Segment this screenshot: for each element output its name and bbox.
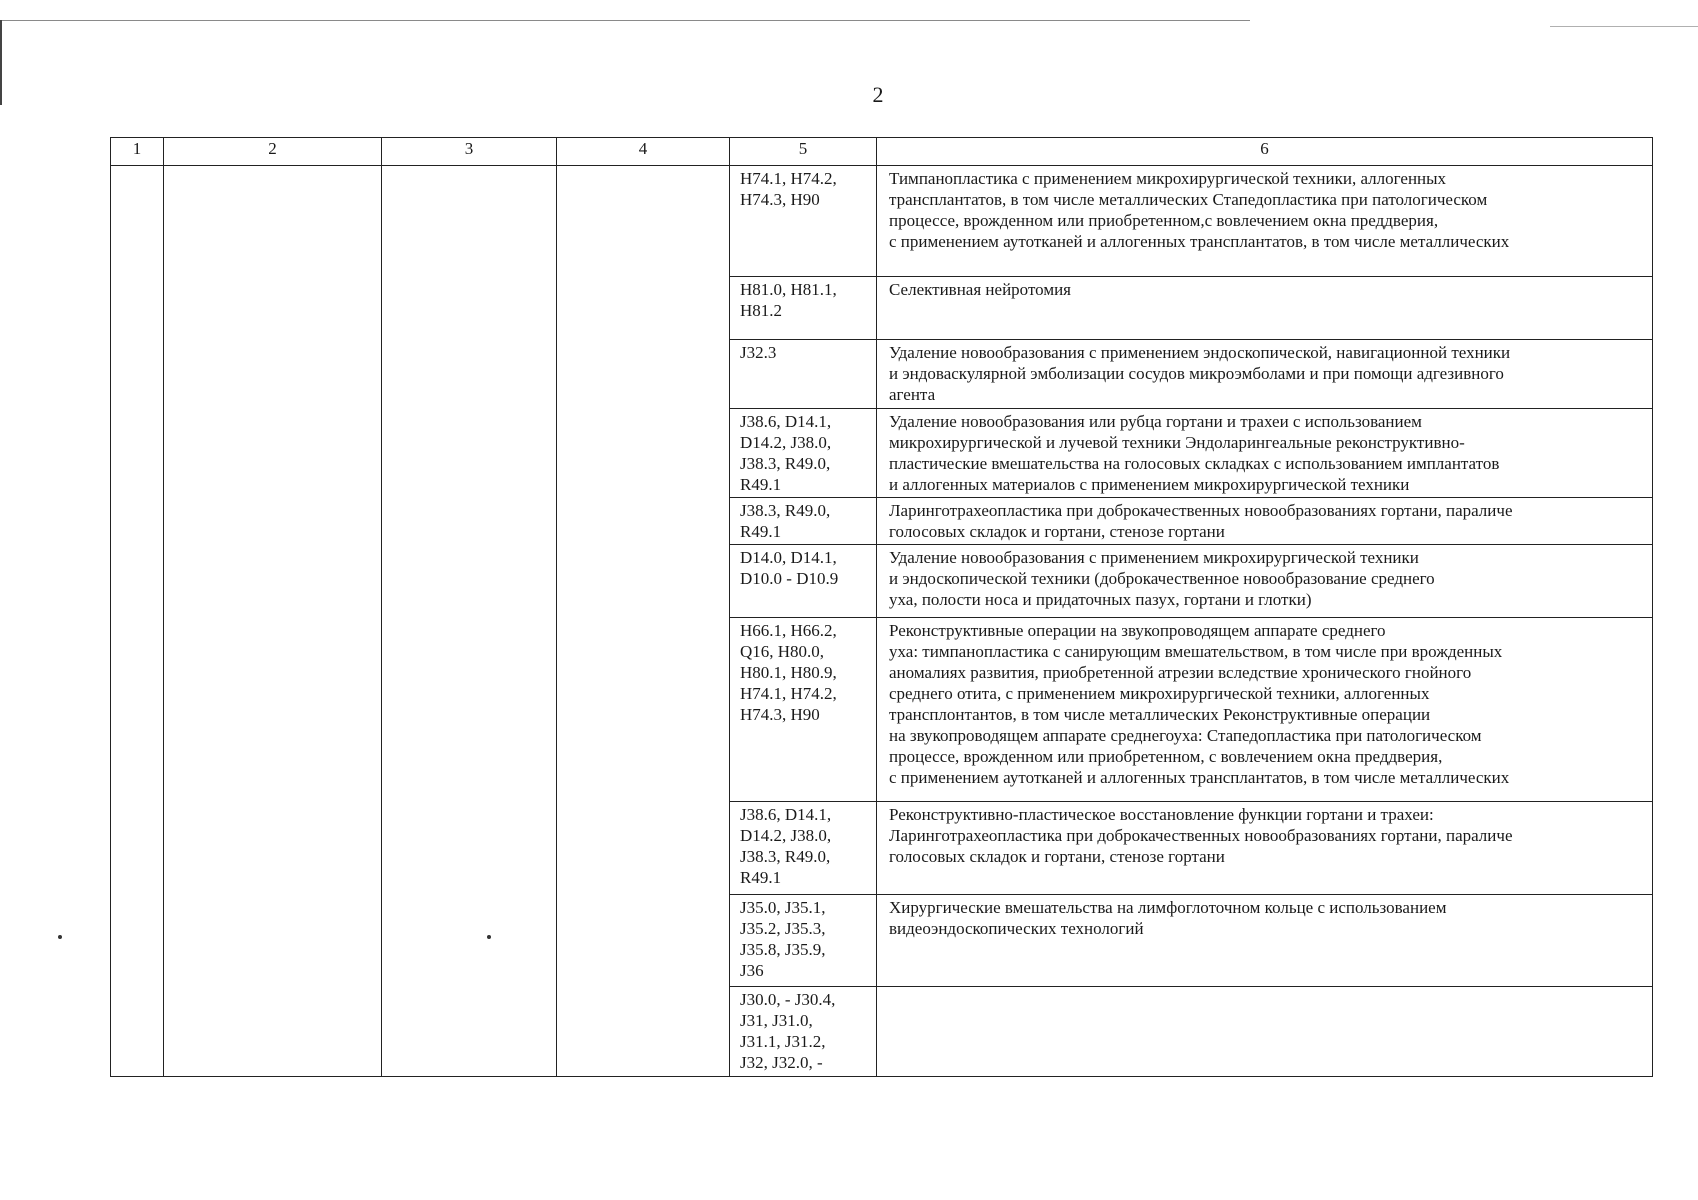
procedure-description-cell: [877, 498, 1653, 545]
empty-cell-col-3: [382, 166, 557, 1077]
procedure-description-line: уха, полости носа и придаточных пазух, гортани и глотки): [889, 590, 1312, 609]
procedure-description-cell: [877, 987, 1653, 1077]
icd-code-line: J32, J32.0, -: [740, 1053, 823, 1072]
col-header-2: 2: [164, 138, 382, 166]
scan-edge-line: [0, 20, 1250, 21]
icd-code-line: J38.3, R49.0,: [740, 847, 831, 866]
icd-code-line: H74.1, H74.2,: [740, 169, 837, 188]
icd-code-line: J35.0, J35.1,: [740, 898, 826, 917]
procedure-description-line: процессе, врожденном или приобретенном,с вовлечением окна преддверия,: [889, 211, 1439, 230]
icd-code-line: H74.3, H90: [740, 705, 820, 724]
icd-code-line: H81.0, H81.1,: [740, 280, 837, 299]
page-number: 2: [872, 82, 884, 107]
icd-code-line: J36: [740, 961, 764, 980]
procedure-description-line: Ларинготрахеопластика при доброкачественных новообразованиях гортани, параличе: [889, 501, 1513, 520]
procedure-description-line: с применением аутотканей и аллогенных трансплантатов, в том числе металлических: [889, 232, 1510, 251]
empty-cell-col-4: [557, 166, 730, 1077]
icd-code-line: H81.2: [740, 301, 783, 320]
procedure-description-line: Хирургические вмешательства на лимфоглоточном кольце с использованием: [889, 898, 1447, 917]
icd-codes-cell: [730, 277, 877, 340]
icd-code-line: R49.1: [740, 475, 782, 494]
icd-code-line: J38.3, R49.0,: [740, 454, 831, 473]
icd-codes-cell: [730, 618, 877, 802]
icd-code-line: D10.0 - D10.9: [740, 569, 839, 588]
procedure-description-line: Удаление новообразования с применением микрохирургической техники: [889, 548, 1419, 567]
icd-code-line: R49.1: [740, 868, 782, 887]
icd-code-line: J35.8, J35.9,: [740, 940, 826, 959]
procedure-description-line: и эндоваскулярной эмболизации сосудов микроэмболами и при помощи адгезивного: [889, 364, 1504, 383]
procedure-description-line: с применением аутотканей и аллогенных трансплантатов, в том числе металлических: [889, 768, 1510, 787]
col-header-3: 3: [382, 138, 557, 166]
icd-code-line: J32.3: [740, 343, 777, 362]
table-body: [111, 166, 1653, 1077]
icd-code-line: Q16, H80.0,: [740, 642, 825, 661]
icd-code-line: H74.1, H74.2,: [740, 684, 837, 703]
procedures-table: [110, 137, 1653, 1077]
procedure-description-cell: [877, 166, 1653, 277]
procedure-description-line: Реконструктивные операции на звукопроводящем аппарате среднего: [889, 621, 1386, 640]
procedure-description-cell: [877, 802, 1653, 895]
procedure-description-line: Удаление новообразования с применением эндоскопической, навигационной техники: [889, 343, 1511, 362]
icd-codes-cell: [730, 987, 877, 1077]
col-header-6: 6: [877, 138, 1653, 166]
procedure-description-cell: [877, 409, 1653, 498]
icd-code-line: D14.2, J38.0,: [740, 433, 832, 452]
icd-codes-cell: [730, 166, 877, 277]
procedure-description-line: процессе, врожденном или приобретенном, с вовлечением окна преддверия,: [889, 747, 1443, 766]
procedure-description-line: пластические вмешательства на голосовых складках с использованием имплантатов: [889, 454, 1500, 473]
icd-code-line: H74.3, H90: [740, 190, 820, 209]
scan-speck: [58, 935, 62, 939]
procedure-description-line: голосовых складок и гортани, стенозе гортани: [889, 847, 1225, 866]
icd-codes-cell: [730, 409, 877, 498]
empty-cell-col-1: [111, 166, 164, 1077]
procedure-description-line: микрохирургической и лучевой техники Эндоларингеальные реконструктивно-: [889, 433, 1465, 452]
procedure-description-line: и аллогенных материалов с применением микрохирургической техники: [889, 475, 1410, 494]
procedure-description-line: Реконструктивно-пластическое восстановление функции гортани и трахеи:: [889, 805, 1434, 824]
icd-code-line: J38.3, R49.0,: [740, 501, 831, 520]
empty-cell-col-2: [164, 166, 382, 1077]
col-header-4: 4: [557, 138, 730, 166]
icd-code-line: J30.0, - J30.4,: [740, 990, 836, 1009]
procedure-description-line: трансплонтантов, в том числе металлических Реконструктивные операции: [889, 705, 1431, 724]
icd-code-line: H80.1, H80.9,: [740, 663, 837, 682]
procedure-description-line: Ларинготрахеопластика при доброкачественных новообразованиях гортани, параличе: [889, 826, 1513, 845]
icd-code-line: J38.6, D14.1,: [740, 412, 832, 431]
icd-code-line: J31, J31.0,: [740, 1011, 813, 1030]
procedure-description-line: агента: [889, 385, 936, 404]
scan-speck: [487, 935, 491, 939]
scan-edge-line: [1550, 26, 1698, 27]
icd-codes-cell: [730, 498, 877, 545]
icd-codes-cell: [730, 340, 877, 409]
procedure-description-line: среднего отита, с применением микрохирургической техники, аллогенных: [889, 684, 1430, 703]
icd-code-line: J35.2, J35.3,: [740, 919, 826, 938]
icd-code-line: J31.1, J31.2,: [740, 1032, 826, 1051]
procedure-description-cell: [877, 277, 1653, 340]
procedure-description-line: голосовых складок и гортани, стенозе гортани: [889, 522, 1225, 541]
procedure-description-line: Удаление новообразования или рубца гортани и трахеи с использованием: [889, 412, 1422, 431]
procedure-description-cell: [877, 895, 1653, 987]
icd-code-line: J38.6, D14.1,: [740, 805, 832, 824]
col-header-5: 5: [730, 138, 877, 166]
procedure-description-cell: [877, 340, 1653, 409]
procedure-description-line: Тимпанопластика с применением микрохирургической техники, аллогенных: [889, 169, 1447, 188]
procedure-description-cell: [877, 618, 1653, 802]
table-row: [111, 166, 1653, 277]
icd-codes-cell: [730, 895, 877, 987]
header-row: [111, 138, 1653, 166]
procedure-description-line: Селективная нейротомия: [889, 280, 1071, 299]
procedure-description-line: на звукопроводящем аппарате среднегоуха: Стапедопластика при патологическом: [889, 726, 1482, 745]
procedure-description-cell: [877, 545, 1653, 618]
procedure-description-line: и эндоскопической техники (доброкачественное новообразование среднего: [889, 569, 1435, 588]
col-header-1: 1: [111, 138, 164, 166]
procedure-description-line: аномалиях развития, приобретенной атрезии вследствие хронического гнойного: [889, 663, 1472, 682]
icd-codes-cell: [730, 545, 877, 618]
icd-code-line: D14.0, D14.1,: [740, 548, 837, 567]
icd-code-line: H66.1, H66.2,: [740, 621, 837, 640]
procedure-description-line: трансплантатов, в том числе металлических Стапедопластика при патологическом: [889, 190, 1488, 209]
icd-codes-cell: [730, 802, 877, 895]
procedure-description-line: уха: тимпанопластика с санирующим вмешательством, в том числе при врожденных: [889, 642, 1503, 661]
procedure-description-line: видеоэндоскопических технологий: [889, 919, 1144, 938]
icd-code-line: D14.2, J38.0,: [740, 826, 832, 845]
icd-code-line: R49.1: [740, 522, 782, 541]
